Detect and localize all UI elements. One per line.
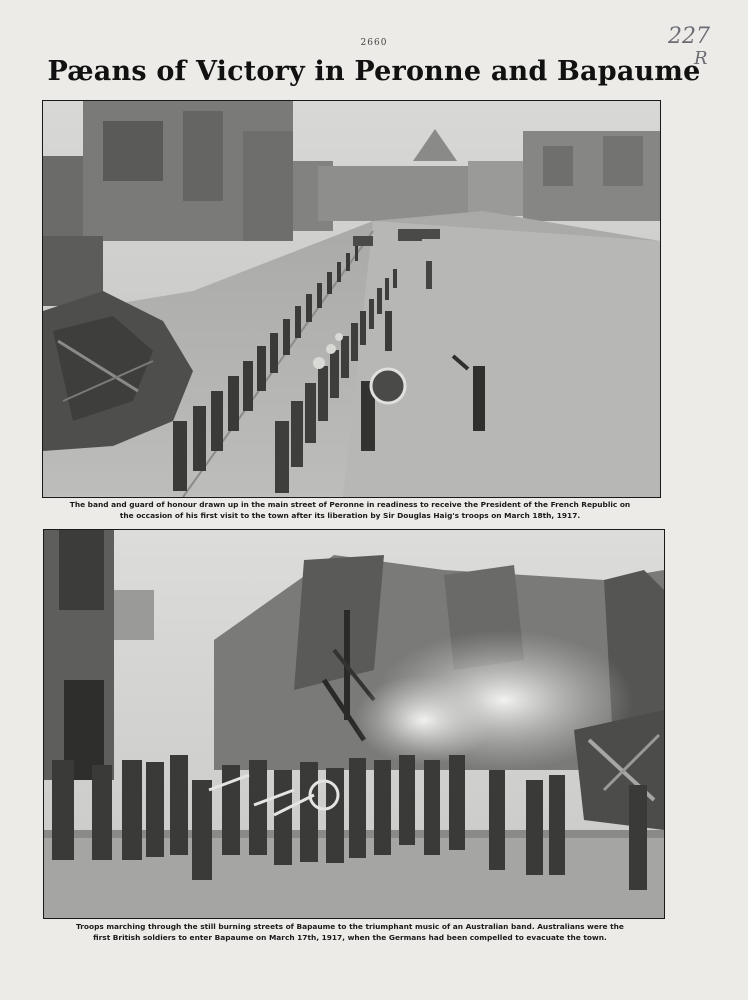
debris-right [574,710,664,830]
handwritten-number: 227 [668,24,710,49]
photo-peronne-illustration [43,101,660,497]
handwritten-letter: R [694,48,708,69]
photo-bapaume-band [43,529,665,919]
page-title: Pæans of Victory in Peronne and Bapaume [47,56,701,87]
caption-bapaume-line-1: Troops marching through the still burning streets of Bapaume to the triumphant music of an Australian band. Australians were the [76,922,624,931]
caption-peronne [30,499,670,521]
photo-bapaume-illustration [44,530,664,918]
caption-peronne-line-1: The band and guard of honour drawn up in the main street of Peronne in readiness to receive the President of the French Republic on [69,500,631,509]
caption-bapaume [30,921,670,943]
page-number: 2660 [360,38,388,48]
caption-peronne-line-2: the occasion of his first visit to the town after its liberation by Sir Douglas Haig's troops on March 18th, 1917. [119,511,581,520]
photo-peronne-band [42,100,661,498]
caption-bapaume-line-2: first British soldiers to enter Bapaume on March 17th, 1917, when the Germans had been compelled to evacuate the town. [93,933,607,942]
